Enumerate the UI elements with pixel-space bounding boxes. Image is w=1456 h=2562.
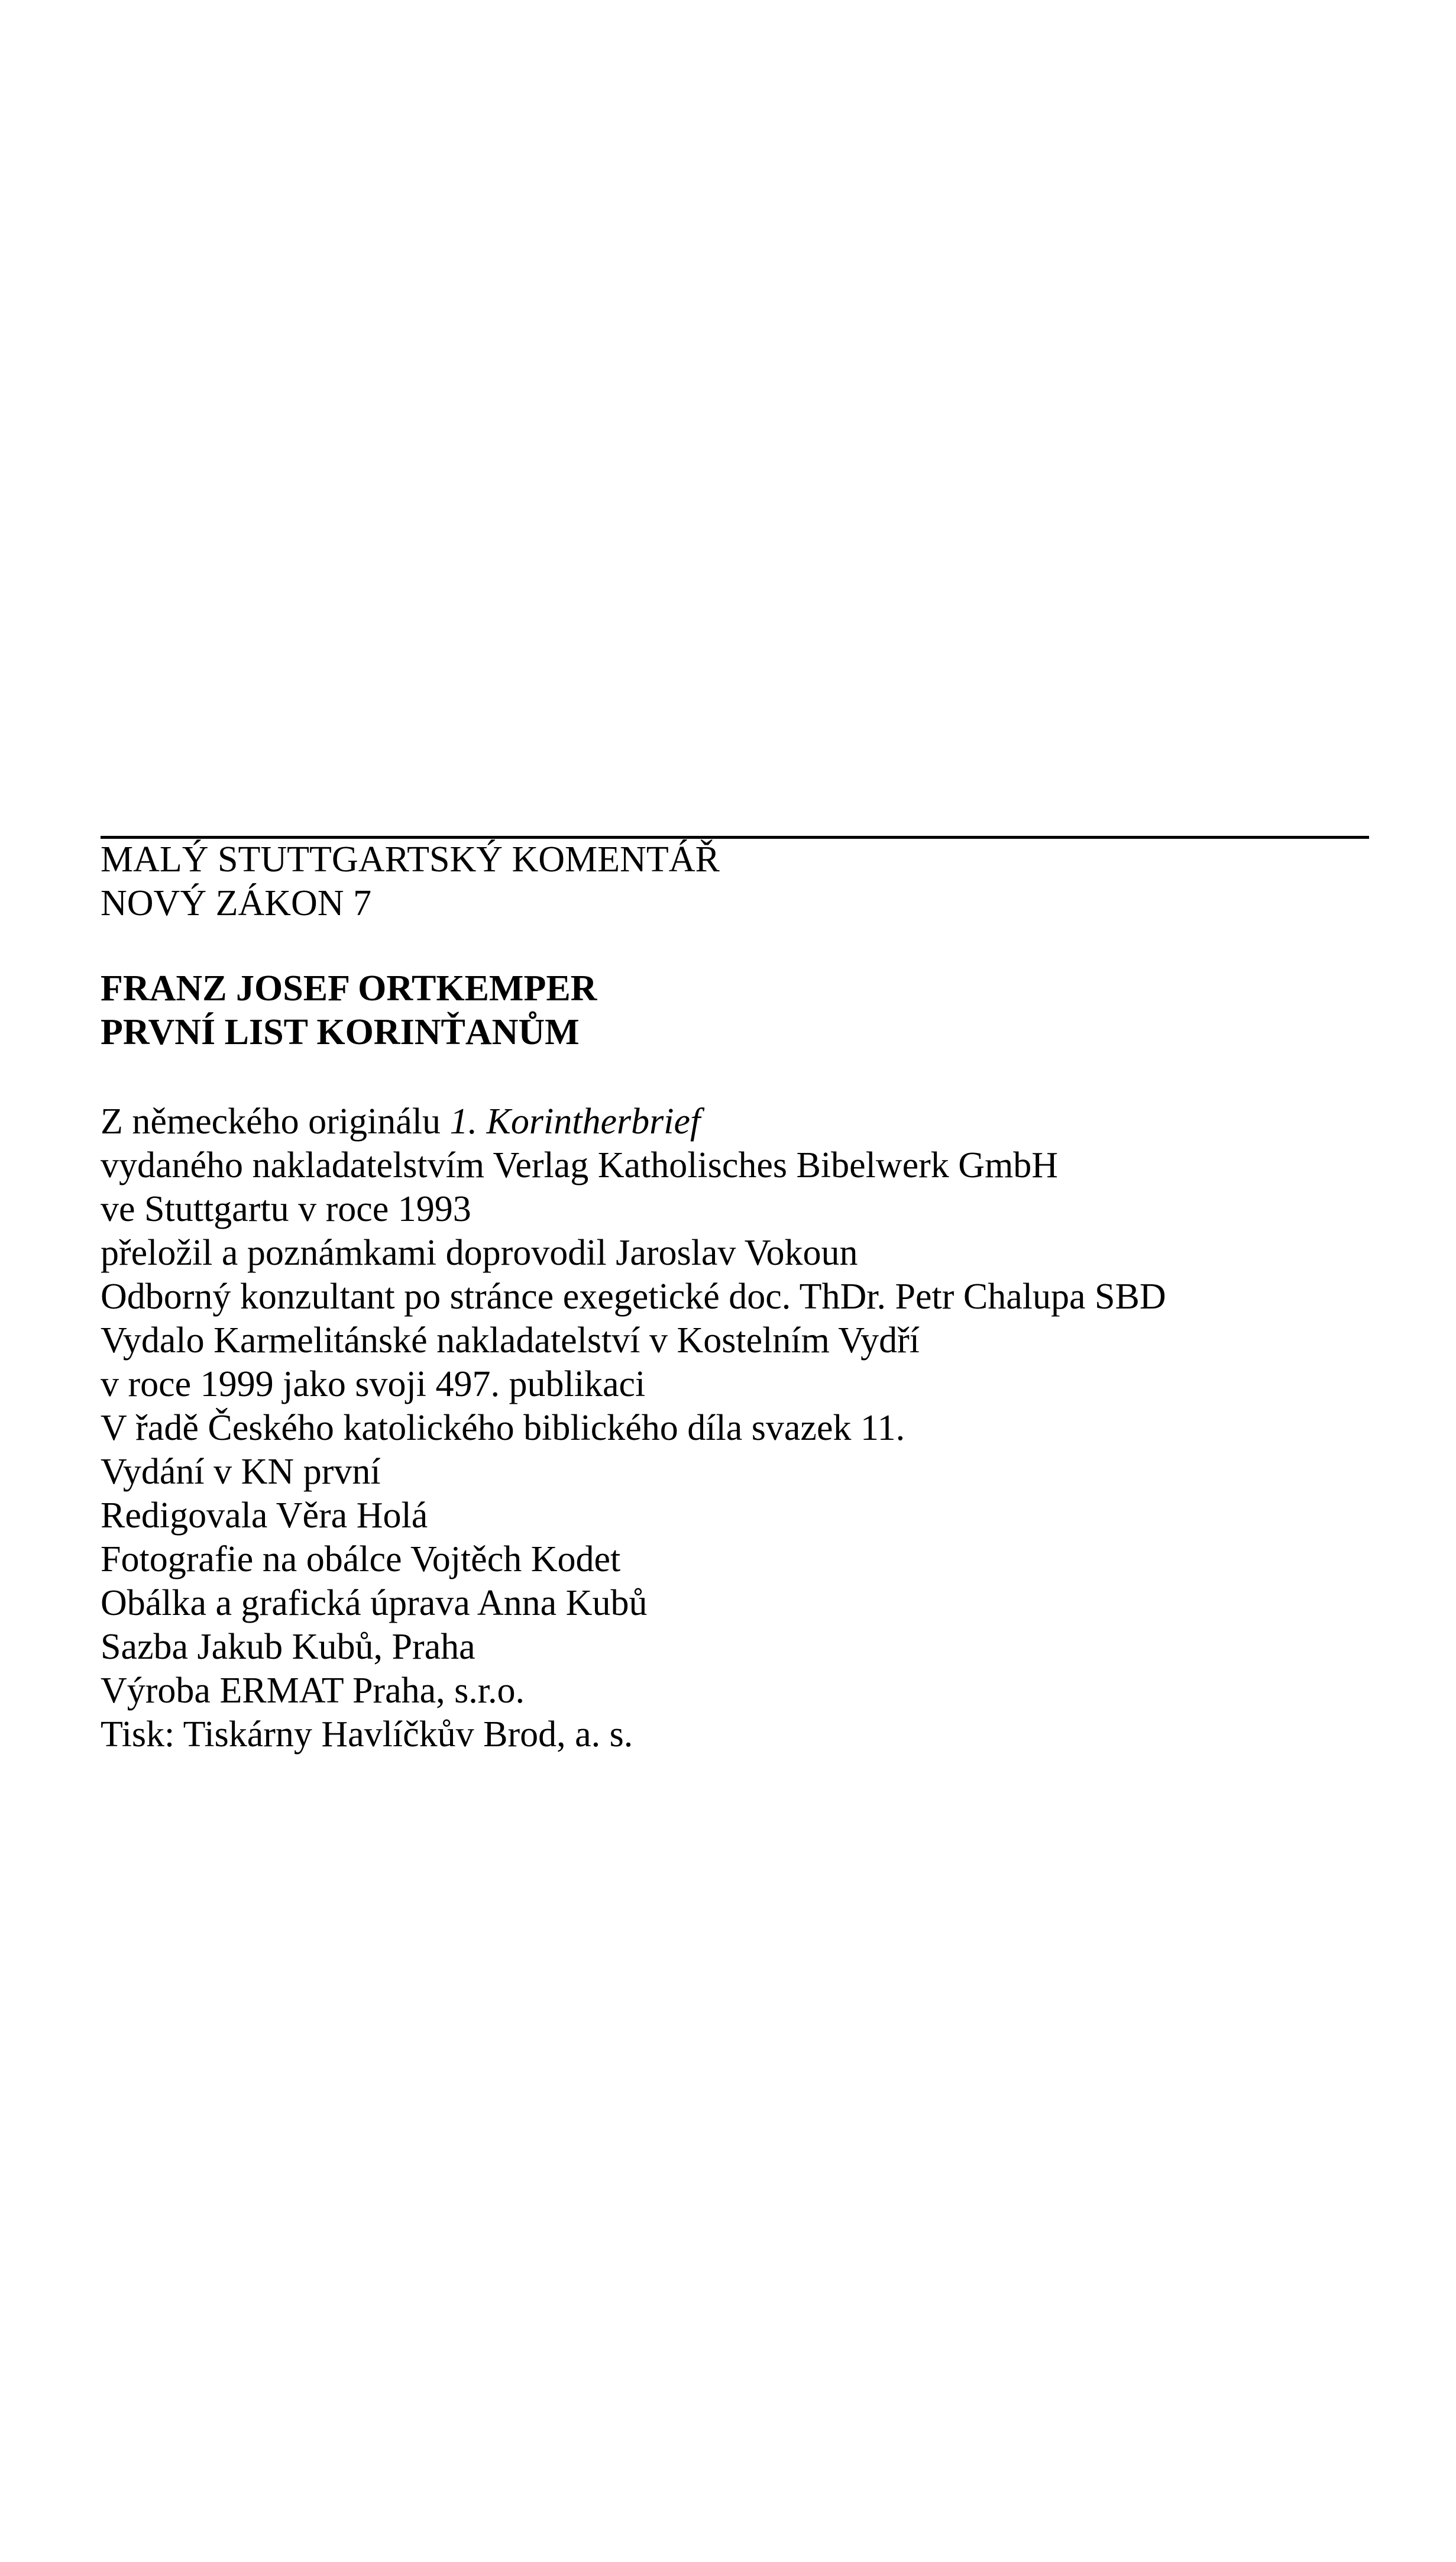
credit-line: Vydalo Karmelitánské nakladatelství v Kostelním Vydří xyxy=(101,1320,920,1361)
book-author: FRANZ JOSEF ORTKEMPER xyxy=(101,968,597,1009)
credit-line: V řadě Českého katolického biblického díla svazek 11. xyxy=(101,1408,905,1448)
credit-line: Sazba Jakub Kubů, Praha xyxy=(101,1627,475,1667)
original-prefix: Z německého originálu xyxy=(101,1101,450,1142)
credit-line: Fotografie na obálce Vojtěch Kodet xyxy=(101,1539,621,1579)
credit-line: vydaného nakladatelstvím Verlag Katholisches Bibelwerk GmbH xyxy=(101,1145,1059,1185)
original-source-line xyxy=(101,1100,1166,1143)
colophon-credits xyxy=(101,1100,1166,1756)
credit-line: ve Stuttgartu v roce 1993 xyxy=(101,1189,471,1229)
original-title: 1. Korintherbrief xyxy=(449,1101,701,1142)
series-block xyxy=(101,838,720,925)
credit-line: Obálka a grafická úprava Anna Kubů xyxy=(101,1583,648,1623)
credit-line: Redigovala Věra Holá xyxy=(101,1495,428,1536)
credit-line: v roce 1999 jako svoji 497. publikaci xyxy=(101,1364,646,1404)
book-heading xyxy=(101,967,597,1054)
credit-line: přeložil a poznámkami doprovodil Jaroslav Vokoun xyxy=(101,1233,858,1273)
credit-line: Tisk: Tiskárny Havlíčkův Brod, a. s. xyxy=(101,1714,633,1755)
credit-line: Odborný konzultant po stránce exegetické doc. ThDr. Petr Chalupa SBD xyxy=(101,1277,1166,1317)
credit-line: Vydání v KN první xyxy=(101,1452,381,1492)
book-title: PRVNÍ LIST KORINŤANŮM xyxy=(101,1012,580,1052)
credit-line: Výroba ERMAT Praha, s.r.o. xyxy=(101,1671,525,1711)
series-volume: NOVÝ ZÁKON 7 xyxy=(101,883,372,923)
series-name: MALÝ STUTTGARTSKÝ KOMENTÁŘ xyxy=(101,839,720,880)
